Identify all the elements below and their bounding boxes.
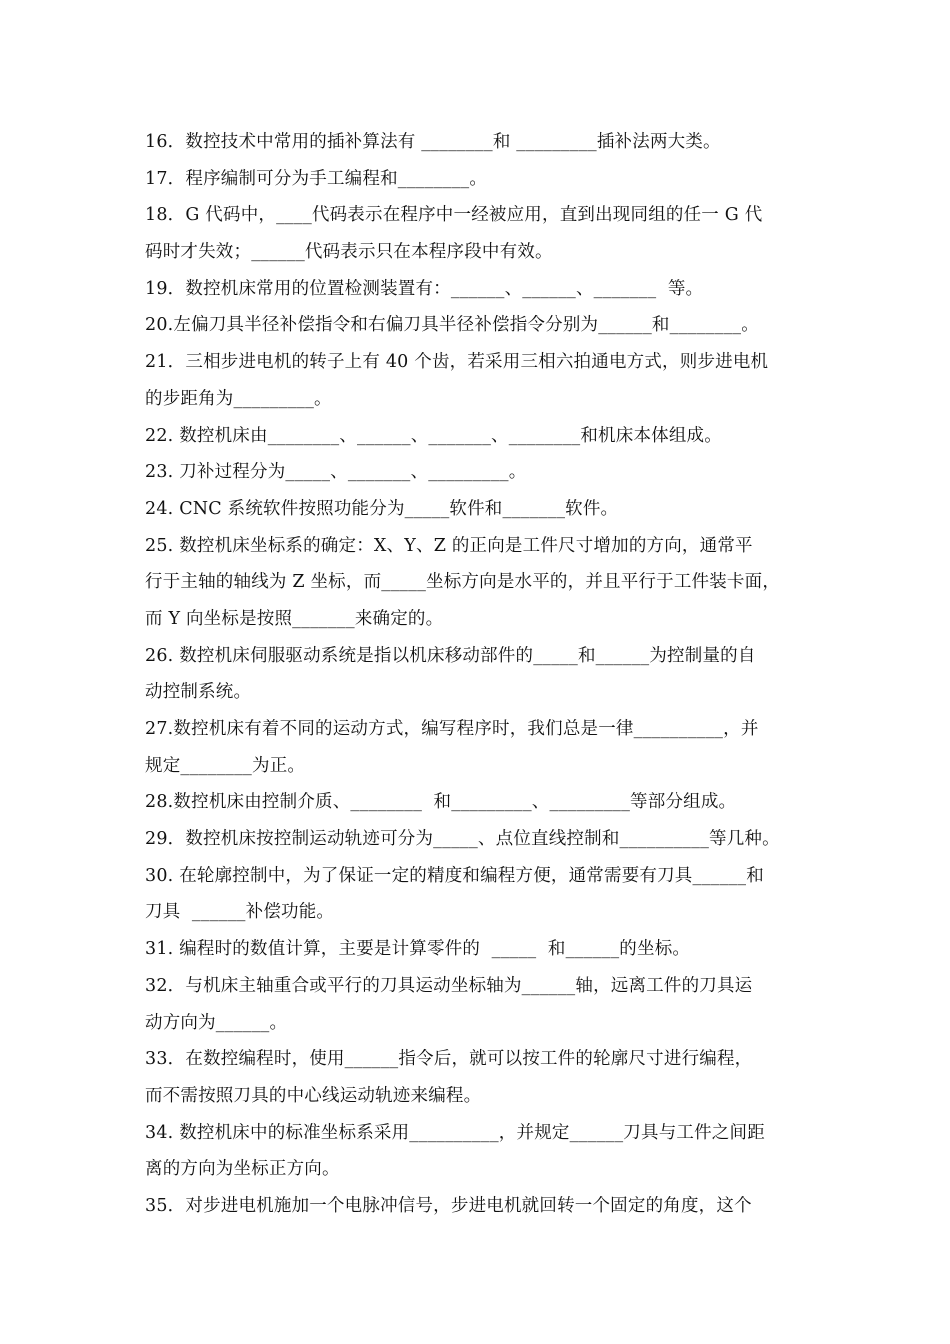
question-35 xyxy=(145,1188,813,1225)
text-line: 29．数控机床按控制运动轨迹可分为_____、点位直线控制和__________等几种。 xyxy=(145,829,780,850)
text-line: 34. 数控机床中的标准坐标系采用__________，并规定______刀具与工件之间距 xyxy=(145,1122,765,1143)
text-line: 31. 编程时的数值计算，主要是计算零件的 _____ 和______的坐标。 xyxy=(145,939,691,960)
text-line: 24. CNC 系统软件按照功能分为_____软件和_______软件。 xyxy=(145,498,619,519)
question-25-cont xyxy=(145,601,813,638)
text-line: 32．与机床主轴重合或平行的刀具运动坐标轴为______轴，远离工件的刀具运 xyxy=(145,975,753,996)
question-34-cont xyxy=(145,1151,813,1188)
text-line: 28.数控机床由控制介质、________ 和_________、_________等部分组成。 xyxy=(145,792,737,813)
question-18-cont xyxy=(145,234,813,271)
text-line: 而 Y 向坐标是按照_______来确定的。 xyxy=(145,608,444,629)
question-20 xyxy=(145,307,813,344)
question-16 xyxy=(145,124,813,161)
text-line: 码时才失效；______代码表示只在本程序段中有效。 xyxy=(145,242,553,263)
question-28 xyxy=(145,784,813,821)
question-18 xyxy=(145,197,813,234)
question-21-cont xyxy=(145,381,813,418)
question-31 xyxy=(145,931,813,968)
text-line: 27.数控机床有着不同的运动方式，编写程序时，我们总是一律__________，并 xyxy=(145,719,759,739)
text-line: 20.左偏刀具半径补偿指令和右偏刀具半径补偿指令分别为______和________。 xyxy=(145,315,759,336)
text-line: 22. 数控机床由________、______、_______、________和机床本体组成。 xyxy=(145,425,722,446)
question-19 xyxy=(145,271,813,308)
question-32-cont xyxy=(145,1005,813,1042)
text-line: 17．程序编制可分为手工编程和________。 xyxy=(145,168,488,189)
question-26 xyxy=(145,638,813,675)
document-body xyxy=(145,124,813,1225)
text-line: 而不需按照刀具的中心线运动轨迹来编程。 xyxy=(145,1085,482,1106)
text-line: 16．数控技术中常用的插补算法有 ________和 _________插补法两大类。 xyxy=(145,132,721,152)
text-line: 23. 刀补过程分为_____、_______、_________。 xyxy=(145,462,527,483)
question-27 xyxy=(145,711,813,748)
question-29 xyxy=(145,821,813,858)
text-line: 21．三相步进电机的转子上有 40 个齿，若采用三相六拍通电方式，则步进电机 xyxy=(145,352,769,373)
question-33 xyxy=(145,1041,813,1078)
text-line: 30. 在轮廓控制中，为了保证一定的精度和编程方便，通常需要有刀具______和 xyxy=(145,865,764,886)
question-26-cont xyxy=(145,674,813,711)
question-34 xyxy=(145,1115,813,1152)
text-line: 25. 数控机床坐标系的确定：X、Y、Z 的正向是工件尺寸增加的方向，通常平 xyxy=(145,535,753,556)
question-25 xyxy=(145,528,813,565)
question-21 xyxy=(145,344,813,381)
question-30-cont xyxy=(145,894,813,931)
question-30 xyxy=(145,858,813,895)
question-24 xyxy=(145,491,813,528)
text-line: 的步距角为_________。 xyxy=(145,388,332,409)
text-line: 规定________为正。 xyxy=(145,755,306,776)
text-line: 动控制系统。 xyxy=(145,682,252,703)
text-line: 动方向为______。 xyxy=(145,1012,288,1033)
text-line: 19．数控机床常用的位置检测装置有：______、______、_______ 等。 xyxy=(145,278,704,299)
question-22 xyxy=(145,418,813,455)
text-line: 刀具 ______补偿功能。 xyxy=(145,902,335,923)
question-23 xyxy=(145,454,813,491)
text-line: 离的方向为坐标正方向。 xyxy=(145,1159,340,1180)
question-32 xyxy=(145,968,813,1005)
text-line: 26. 数控机床伺服驱动系统是指以机床移动部件的_____和______为控制量的自 xyxy=(145,645,756,666)
question-17 xyxy=(145,161,813,198)
text-line: 35．对步进电机施加一个电脉冲信号，步进电机就回转一个固定的角度，这个 xyxy=(145,1195,752,1216)
question-27-cont xyxy=(145,748,813,785)
text-line: 33．在数控编程时，使用______指令后，就可以按工件的轮廓尺寸进行编程， xyxy=(145,1049,753,1070)
question-33-cont xyxy=(145,1078,813,1115)
text-line: 行于主轴的轴线为 Z 坐标，而_____坐标方向是水平的，并且平行于工件装卡面， xyxy=(145,572,781,593)
text-line: 18．G 代码中，____代码表示在程序中一经被应用，直到出现同组的任一 G 代 xyxy=(145,205,763,226)
question-25-cont xyxy=(145,564,813,601)
